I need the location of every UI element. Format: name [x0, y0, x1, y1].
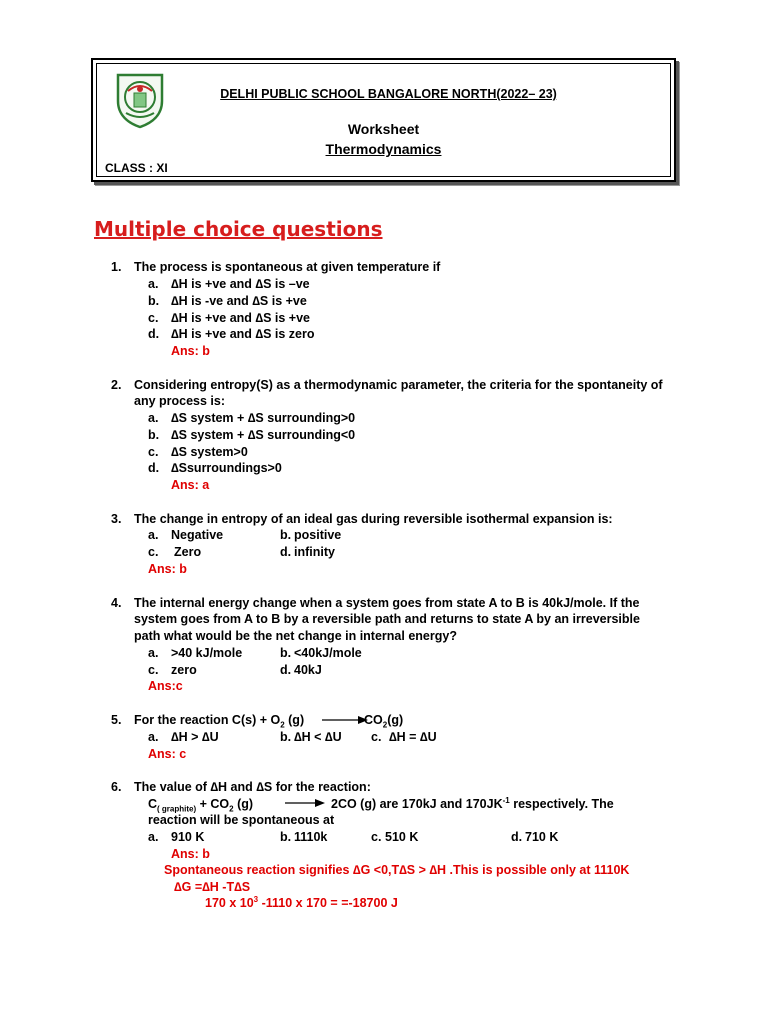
q5-option-b: ∆H < ∆U [294, 730, 342, 744]
q6-option-a-label: a. [148, 830, 159, 844]
worksheet-subject: Thermodynamics [325, 141, 442, 157]
q2-answer: Ans: a [171, 478, 210, 492]
q5-option-a-label: a. [148, 730, 159, 744]
school-name: DELHI PUBLIC SCHOOL BANGALORE NORTH(2022– 23) [220, 87, 557, 101]
q1-text: The process is spontaneous at given temperature if [134, 260, 441, 274]
q6-reaction-left: $C_{( graphite)} + CO_2$ (g) [148, 797, 254, 814]
q5-option-c-label: c. [371, 730, 382, 744]
q6-reaction-right: 2CO (g) are 170kJ and $170JK^{-1}$ respectively. The [331, 795, 614, 811]
q4-option-a: >40 kJ/mole [171, 646, 243, 660]
header-box [91, 58, 676, 182]
q5-option-a: ∆H > ∆U [171, 730, 219, 744]
q4-option-a-label: a. [148, 646, 159, 660]
q2-option-a-label: a. [148, 411, 159, 425]
q4-text-line2: system goes from A to B by a reversible path and returns to state A by an irreversible [134, 612, 640, 626]
section-title: Multiple choice questions [94, 217, 383, 241]
q3-option-d: infinity [294, 545, 335, 559]
q3-option-b: positive [294, 528, 342, 542]
q1-option-d: ∆H is +ve and ∆S is zero [171, 327, 315, 341]
q1-number: 1. [111, 260, 122, 274]
q2-text: Considering entropy(S) as a thermodynamic parameter, the criteria for the spontaneity of [134, 378, 663, 392]
reaction-arrow-icon [285, 797, 327, 809]
q6-text: The value of ∆H and ∆S for the reaction: [134, 780, 371, 794]
q6-option-b-label: b. [280, 830, 292, 844]
q4-answer: Ans:c [148, 679, 183, 693]
q1-answer: Ans: b [171, 344, 210, 358]
q2-option-d-label: d. [148, 461, 160, 475]
q1-option-a: ∆H is +ve and ∆S is –ve [171, 277, 310, 291]
q5-reaction-left: For the reaction $C(s) + O_2$ (g) [134, 713, 305, 730]
q2-option-b: ∆S system + ∆S surrounding<0 [171, 428, 356, 442]
header-inner-border [96, 63, 671, 177]
q2-number: 2. [111, 378, 122, 392]
q4-text: The internal energy change when a system goes from state A to B is 40kJ/mole. If the [134, 596, 640, 610]
q5-answer: Ans: c [148, 747, 187, 761]
q2-option-c: ∆S system>0 [171, 445, 248, 459]
q6-option-b: 1110k [294, 830, 328, 844]
q2-option-b-label: b. [148, 428, 160, 442]
q5-reaction-product: $CO_2(g)$ [364, 713, 404, 730]
q6-number: 6. [111, 780, 122, 794]
q3-answer: Ans: b [148, 562, 187, 576]
q4-number: 4. [111, 596, 122, 610]
q3-text: The change in entropy of an ideal gas during reversible isothermal expansion is: [134, 512, 613, 526]
q3-option-a-label: a. [148, 528, 159, 542]
q1-option-a-label: a. [148, 277, 159, 291]
q1-option-d-label: d. [148, 327, 160, 341]
q6-option-a: 910 K [171, 830, 205, 844]
q6-option-c: 510 K [385, 830, 419, 844]
q2-option-c-label: c. [148, 445, 159, 459]
q6-formula: ∆G =∆H -T∆S [174, 880, 251, 894]
q3-option-b-label: b. [280, 528, 292, 542]
q3-option-c: Zero [174, 545, 202, 559]
q4-option-d-label: d. [280, 663, 292, 677]
q1-option-c: ∆H is +ve and ∆S is +ve [171, 311, 310, 325]
q1-option-b-label: b. [148, 294, 160, 308]
q6-option-d: 710 K [525, 830, 559, 844]
q4-option-c-label: c. [148, 663, 159, 677]
q6-option-c-label: c. [371, 830, 382, 844]
q3-option-d-label: d. [280, 545, 292, 559]
q6-explanation: Spontaneous reaction signifies ∆G <0,T∆S > ∆H .This is possible only at 1110K [164, 863, 630, 877]
q4-option-d: 40kJ [294, 663, 322, 677]
q6-text-line2: reaction will be spontaneous at [148, 813, 335, 827]
q1-option-b: ∆H is -ve and ∆S is +ve [171, 294, 307, 308]
q6-answer: Ans: b [171, 847, 210, 861]
worksheet-title: Worksheet [347, 121, 420, 137]
q1-option-c-label: c. [148, 311, 159, 325]
reaction-arrow-icon [322, 714, 370, 726]
q4-option-b: <40kJ/mole [294, 646, 362, 660]
q4-option-b-label: b. [280, 646, 292, 660]
q2-option-a: ∆S system + ∆S surrounding>0 [171, 411, 356, 425]
q6-calculation: 170 x $10^3$ -1110 x 170 = =-18700 J [205, 894, 398, 910]
q4-option-c: zero [171, 663, 197, 677]
q6-option-d-label: d. [511, 830, 523, 844]
class-label: CLASS : XI [105, 161, 168, 175]
q5-number: 5. [111, 713, 122, 727]
q5-option-b-label: b. [280, 730, 292, 744]
q3-option-a: Negative [171, 528, 224, 542]
q2-text-line2: any process is: [134, 394, 226, 408]
q3-number: 3. [111, 512, 122, 526]
q5-option-c: ∆H = ∆U [389, 730, 437, 744]
q4-text-line3: path what would be the net change in internal energy? [134, 629, 457, 643]
q3-option-c-label: c. [148, 545, 159, 559]
q2-option-d: ∆Ssurroundings>0 [171, 461, 282, 475]
